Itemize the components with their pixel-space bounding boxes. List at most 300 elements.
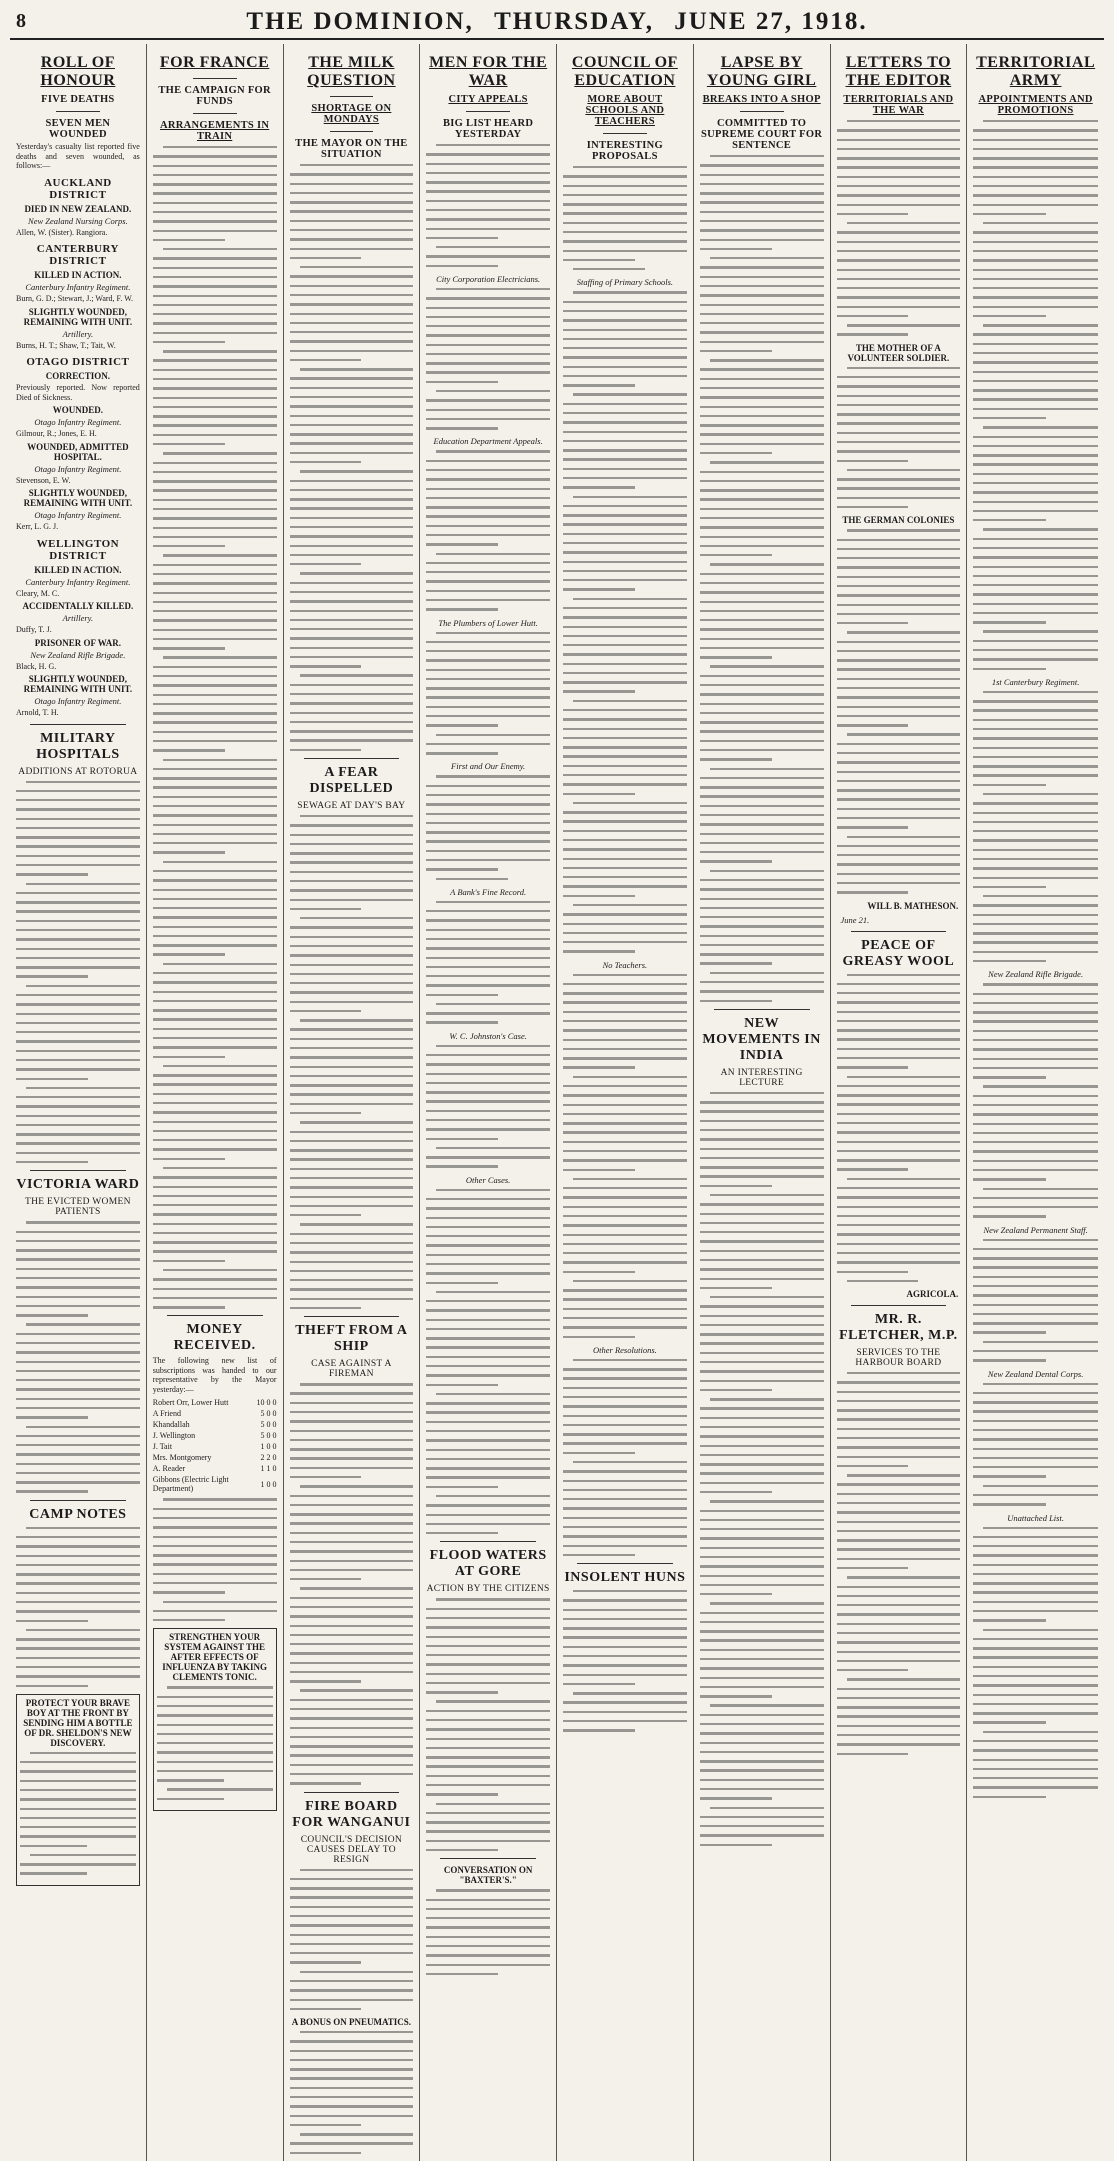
text-block (157, 1686, 273, 1800)
text-line (983, 1188, 1098, 1190)
text-line (973, 454, 1098, 456)
text-line (837, 1613, 961, 1615)
text-line (700, 814, 824, 816)
names: Stevenson, E. W. (16, 475, 71, 485)
text-line (153, 740, 277, 742)
text-line (153, 1610, 277, 1612)
text-line (16, 892, 140, 894)
divider (577, 1563, 673, 1564)
text-line (16, 1050, 140, 1052)
text-line (983, 1485, 1098, 1487)
text-line (563, 468, 687, 470)
text-line (426, 325, 550, 327)
text-line (973, 194, 1098, 196)
text-line (563, 1317, 687, 1319)
text-line (700, 1658, 824, 1660)
advertisement (153, 1628, 277, 1811)
text-line (153, 285, 277, 287)
text-line (973, 1494, 1098, 1496)
text-line (153, 721, 277, 723)
text-line (837, 432, 961, 434)
text-line (837, 1001, 961, 1003)
text-line (290, 507, 414, 509)
text-block (426, 288, 550, 430)
text-line (563, 811, 687, 813)
text-line (837, 1548, 961, 1550)
text-line (153, 192, 277, 194)
text-line (837, 808, 961, 810)
text-line (837, 1103, 961, 1105)
text-line (973, 333, 1098, 335)
text-line (290, 656, 414, 658)
text-line (16, 1305, 140, 1307)
text-line (700, 758, 772, 760)
text-line (563, 885, 687, 887)
names: Burns, H. T.; Shaw, T.; Tait, W. (16, 340, 116, 350)
text-line (700, 1380, 824, 1382)
column-2 (147, 44, 284, 2161)
text-line (290, 1242, 414, 1244)
text-line (290, 843, 414, 845)
text-line (837, 487, 961, 489)
text-line (290, 2105, 414, 2107)
text-line (16, 1453, 140, 1455)
text-line (700, 1667, 824, 1669)
text-line (973, 1160, 1098, 1162)
text-line (426, 706, 550, 708)
text-line (837, 404, 961, 406)
table-row: Gibbons (Electric Light Department) 1 0 0 (152, 1475, 277, 1494)
text-line (290, 628, 414, 630)
flood-deck: ACTION BY THE CITIZENS (426, 1584, 550, 1595)
text-line (153, 1582, 277, 1584)
column-8 (967, 44, 1104, 2161)
text-line (157, 1779, 224, 1781)
text-line (973, 1076, 1045, 1078)
text-line (837, 826, 909, 828)
weekday: THURSDAY, (494, 8, 655, 35)
text-line (426, 669, 550, 671)
text-line (290, 982, 414, 984)
text-line (973, 148, 1098, 150)
text-line (153, 239, 225, 241)
text-line (563, 212, 687, 214)
text-line (563, 231, 687, 233)
text-line (983, 630, 1098, 632)
text-line (700, 1166, 824, 1168)
text-line (700, 805, 824, 807)
status: CORRECTION. (45, 371, 110, 381)
text-line (426, 1226, 550, 1228)
text-line (290, 1420, 414, 1422)
text-line (290, 183, 414, 185)
text-line (837, 385, 961, 387)
text-line (563, 923, 687, 925)
text-line (290, 1745, 414, 1747)
text-line (700, 183, 824, 185)
unit: Canterbury Infantry Regiment. (25, 282, 131, 292)
text-line (290, 899, 414, 901)
text-line (973, 932, 1098, 934)
column-7 (831, 44, 968, 2161)
text-line (837, 213, 909, 215)
text-line (983, 793, 1098, 795)
text-line (973, 1448, 1098, 1450)
text-line (700, 406, 824, 408)
text-line (426, 488, 550, 490)
text-line (426, 534, 550, 536)
text-line (837, 1418, 961, 1420)
text-block (426, 144, 550, 267)
text-line (847, 631, 961, 633)
text-line (290, 350, 414, 352)
text-line (710, 563, 824, 565)
text-line (163, 1167, 277, 1169)
text-line (16, 1545, 140, 1547)
text-line (153, 1297, 277, 1299)
text-line (16, 1573, 140, 1575)
text-line (16, 948, 140, 950)
text-line (700, 285, 824, 287)
text-line (167, 1788, 273, 1790)
text-line (563, 1169, 635, 1171)
text-line (290, 359, 362, 361)
text-line (300, 1019, 414, 1021)
text-line (563, 1387, 687, 1389)
text-line (290, 1177, 414, 1179)
text-line (290, 1010, 362, 1012)
text-line (426, 1119, 550, 1121)
text-line (426, 1156, 550, 1158)
text-line (837, 1715, 961, 1717)
text-line (700, 1510, 824, 1512)
text-line (700, 1268, 824, 1270)
names: Previously reported. Now reported Died of Sickness. (16, 383, 140, 402)
district-name: WELLINGTON DISTRICT (36, 537, 120, 562)
text-line (290, 1439, 414, 1441)
text-line (563, 1020, 687, 1022)
text-line (16, 1416, 88, 1418)
unit: Otago Infantry Regiment. (34, 417, 122, 427)
text-line (16, 966, 140, 968)
text-line (153, 406, 277, 408)
text-line (426, 1617, 550, 1619)
text-line (426, 1486, 498, 1488)
text-line (563, 250, 687, 252)
text-line (563, 1057, 687, 1059)
text-line (700, 341, 824, 343)
text-line (436, 1291, 550, 1293)
text-line (837, 743, 961, 745)
milk-deck-1: SHORTAGE ON MONDAYS (311, 103, 392, 125)
text-line (290, 2059, 414, 2061)
theft-heading: THEFT FROM A SHIP (295, 1323, 408, 1355)
text-line (563, 412, 687, 414)
text-line (16, 818, 140, 820)
text-line (290, 964, 414, 966)
text-block (290, 164, 414, 751)
text-line (837, 604, 961, 606)
text-line (16, 1296, 140, 1298)
letter-date: June 21. (840, 914, 870, 925)
text-block (563, 974, 687, 1338)
text-line (973, 904, 1098, 906)
text-line (837, 1604, 961, 1606)
text-line (563, 941, 687, 943)
status: SLIGHTLY WOUNDED, REMAINING WITH UNIT. (23, 488, 133, 508)
text-line (847, 367, 961, 369)
text-line (837, 1409, 961, 1411)
text-line (700, 322, 824, 324)
text-line (426, 650, 550, 652)
text-line (700, 693, 824, 695)
text-line (16, 1490, 88, 1492)
text-line (16, 1601, 140, 1603)
text-line (16, 1638, 140, 1640)
text-line (837, 1131, 961, 1133)
text-line (700, 610, 824, 612)
text-line (837, 863, 961, 865)
text-line (563, 203, 687, 205)
text-line (300, 368, 414, 370)
text-line (563, 588, 635, 590)
table-row: Khandallah 5 0 0 (152, 1420, 277, 1430)
text-line (290, 1196, 414, 1198)
text-line (563, 449, 687, 451)
text-line (153, 165, 277, 167)
text-line (837, 566, 961, 568)
text-line (290, 517, 414, 519)
text-line (700, 907, 824, 909)
text-line (563, 983, 687, 985)
text-line (983, 895, 1098, 897)
text-line (700, 1742, 824, 1744)
text-line (426, 1365, 550, 1367)
text-line (563, 551, 687, 553)
text-line (26, 883, 140, 885)
text-line (700, 1175, 824, 1177)
text-line (436, 901, 550, 903)
text-line (700, 471, 824, 473)
text-line (837, 395, 961, 397)
text-line (163, 350, 277, 352)
text-line (157, 1798, 224, 1800)
text-line (290, 1467, 414, 1469)
text-line (153, 981, 277, 983)
text-line (710, 155, 824, 157)
text-line (153, 786, 277, 788)
text-line (426, 478, 550, 480)
text-line (290, 1615, 414, 1617)
text-line (700, 1463, 824, 1465)
text-line (290, 852, 414, 854)
text-line (300, 1869, 414, 1871)
status: WOUNDED, ADMITTED HOSPITAL. (27, 441, 129, 462)
text-line (436, 632, 550, 634)
text-line (290, 1233, 414, 1235)
text-line (563, 737, 687, 739)
text-line (290, 684, 414, 686)
text-line (847, 1076, 961, 1078)
text-line (26, 1426, 140, 1428)
text-line (837, 1196, 961, 1198)
text-line (426, 1082, 550, 1084)
text-line (837, 557, 961, 559)
text-line (973, 603, 1098, 605)
text-line (573, 700, 687, 702)
text-line (837, 157, 961, 159)
conversation-heading: CONVERSATION ON "BAXTER'S." (443, 1865, 533, 1886)
text-line (983, 1341, 1098, 1343)
text-line (16, 1152, 140, 1154)
text-line (563, 1701, 687, 1703)
text-line (973, 1503, 1045, 1505)
text-line (290, 1773, 414, 1775)
text-line (153, 777, 277, 779)
text-line (563, 579, 687, 581)
text-line (563, 718, 687, 720)
divider (304, 1316, 400, 1317)
text-line (290, 294, 414, 296)
text-line (700, 1361, 824, 1363)
text-line (153, 1223, 277, 1225)
text-line (16, 975, 88, 977)
text-line (426, 794, 550, 796)
text-line (153, 499, 277, 501)
text-line (153, 1102, 277, 1104)
text-line (563, 913, 687, 915)
letter-signature: AGRICOLA. (906, 1289, 959, 1300)
column-5 (557, 44, 694, 2161)
flood-heading: FLOOD WATERS AT GORE (429, 1548, 547, 1580)
text-line (973, 389, 1098, 391)
text-line (426, 469, 550, 471)
text-line (426, 1235, 550, 1237)
text-line (163, 759, 277, 761)
text-line (837, 668, 961, 670)
text-line (700, 1148, 824, 1150)
status: PRISONER OF WAR. (34, 637, 121, 648)
text-line (847, 1576, 961, 1578)
text-line (426, 752, 498, 754)
text-line (563, 1085, 687, 1087)
text-line (563, 477, 687, 479)
text-line (700, 517, 824, 519)
letters-heading: LETTERS TO THE EDITOR (845, 54, 952, 89)
text-line (837, 450, 961, 452)
text-line (426, 919, 550, 921)
text-line (973, 1331, 1045, 1333)
text-line (700, 313, 824, 315)
text-line (20, 1780, 136, 1782)
text-line (973, 343, 1098, 345)
text-line (563, 1711, 687, 1713)
text-line (426, 255, 550, 257)
text-line (426, 1626, 550, 1628)
text-line (847, 222, 961, 224)
text-line (426, 1954, 550, 1956)
text-line (426, 1384, 498, 1386)
victoria-deck: THE EVICTED WOMEN PATIENTS (25, 1197, 131, 1218)
text-line (837, 422, 961, 424)
status: WOUNDED. (52, 405, 103, 415)
text-line (436, 734, 550, 736)
text-line (700, 1686, 824, 1688)
text-line (837, 1057, 961, 1059)
text-line (700, 656, 772, 658)
text-line (20, 1835, 136, 1837)
fear-dispelled-heading: A FEAR DISPELLED (309, 765, 394, 796)
text-line (290, 1504, 414, 1506)
text-line (710, 1704, 824, 1706)
text-line (973, 1276, 1098, 1278)
text-line (563, 765, 687, 767)
names: Black, H. G. (16, 661, 57, 671)
text-line (290, 1411, 414, 1413)
text-line (563, 458, 687, 460)
text-line (973, 1322, 1098, 1324)
text-line (837, 576, 961, 578)
text-line (837, 1669, 909, 1671)
text-line (153, 935, 277, 937)
text-line (700, 990, 824, 992)
text-line (16, 1610, 140, 1612)
text-line (426, 1747, 550, 1749)
text-line (163, 656, 277, 658)
text-line (700, 842, 824, 844)
text-line (563, 1048, 687, 1050)
text-line (700, 1547, 824, 1549)
text-line (16, 855, 140, 857)
text-line (700, 823, 824, 825)
text-line (700, 229, 824, 231)
text-line (837, 333, 909, 335)
text-line (700, 1185, 772, 1187)
text-line (837, 441, 961, 443)
text-line (973, 1058, 1098, 1060)
text-line (837, 659, 961, 661)
text-line (837, 148, 961, 150)
text-line (153, 573, 277, 575)
text-line (153, 1278, 277, 1280)
text-line (983, 426, 1098, 428)
text-line (973, 1206, 1098, 1208)
subheading: New Zealand Dental Corps. (987, 1368, 1084, 1379)
text-line (837, 1539, 961, 1541)
text-line (837, 194, 961, 196)
text-line (153, 731, 277, 733)
unit: New Zealand Nursing Corps. (28, 215, 128, 226)
text-line (16, 1314, 88, 1316)
text-line (153, 926, 277, 928)
text-line (837, 296, 961, 298)
text-line (983, 1383, 1098, 1385)
text-line (426, 975, 550, 977)
text-line (426, 381, 498, 383)
status: ACCIDENTALLY KILLED. (22, 601, 134, 611)
text-line (426, 1775, 550, 1777)
text-line (837, 1558, 961, 1560)
text-line (837, 1502, 961, 1504)
text-line (16, 1124, 140, 1126)
text-line (837, 1688, 961, 1690)
text-line (837, 641, 961, 643)
text-line (290, 582, 414, 584)
text-line (426, 1263, 550, 1265)
text-line (163, 248, 277, 250)
text-line (290, 1980, 414, 1982)
text-line (700, 1342, 824, 1344)
